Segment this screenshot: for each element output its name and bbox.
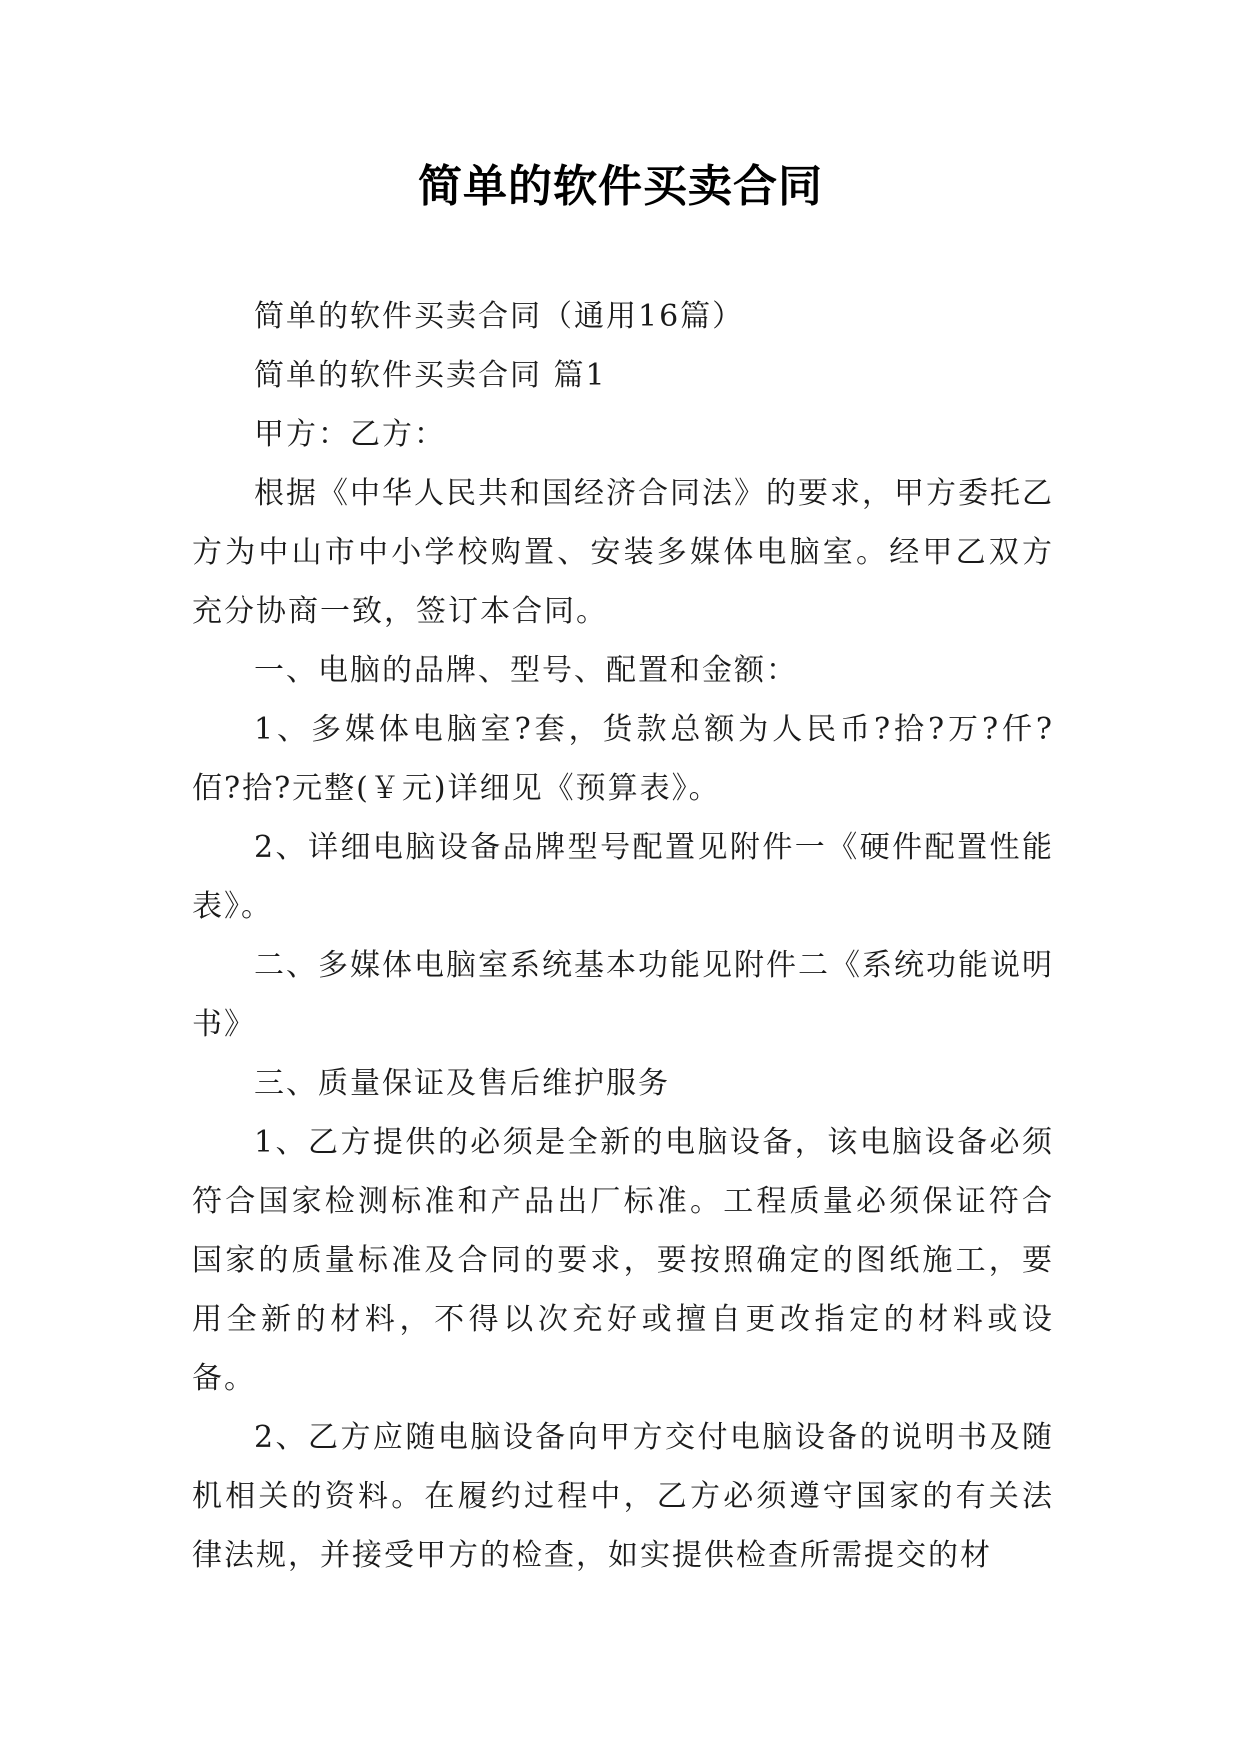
paragraph-parties: 甲方：乙方： — [254, 417, 446, 452]
document-body — [192, 287, 1054, 1585]
paragraph-section-1-heading: 一、电脑的品牌、型号、配置和金额： — [254, 653, 798, 688]
paragraph-chapter-heading: 简单的软件买卖合同 篇1 — [254, 358, 607, 393]
paragraph-subtitle: 简单的软件买卖合同（通用16篇） — [254, 299, 745, 334]
paragraph-section-2: 二、多媒体电脑室系统基本功能见附件二《系统功能说明书》 — [192, 948, 1054, 1042]
paragraph-section-1-item-1: 1、多媒体电脑室?套，货款总额为人民币?拾?万?仟?佰?拾?元整(￥元)详细见《预算表》。 — [192, 712, 1054, 806]
paragraph-preamble: 根据《中华人民共和国经济合同法》的要求，甲方委托乙方为中山市中小学校购置、安装多媒体电脑室。经甲乙双方充分协商一致，签订本合同。 — [192, 476, 1054, 629]
paragraph-section-3-item-2: 2、乙方应随电脑设备向甲方交付电脑设备的说明书及随机相关的资料。在履约过程中，乙方必须遵守国家的有关法律法规，并接受甲方的检查，如实提供检查所需提交的材 — [192, 1420, 1054, 1573]
document-title: 简单的软件买卖合同 — [418, 161, 823, 212]
paragraph-section-1-item-2: 2、详细电脑设备品牌型号配置见附件一《硬件配置性能表》。 — [192, 830, 1054, 924]
paragraph-section-3-heading: 三、质量保证及售后维护服务 — [254, 1066, 670, 1101]
paragraph-section-3-item-1: 1、乙方提供的必须是全新的电脑设备，该电脑设备必须符合国家检测标准和产品出厂标准。工程质量必须保证符合国家的质量标准及合同的要求，要按照确定的图纸施工，要用全新的材料，不得以次充好或擅自更改指定的材料或设备。 — [192, 1125, 1054, 1396]
